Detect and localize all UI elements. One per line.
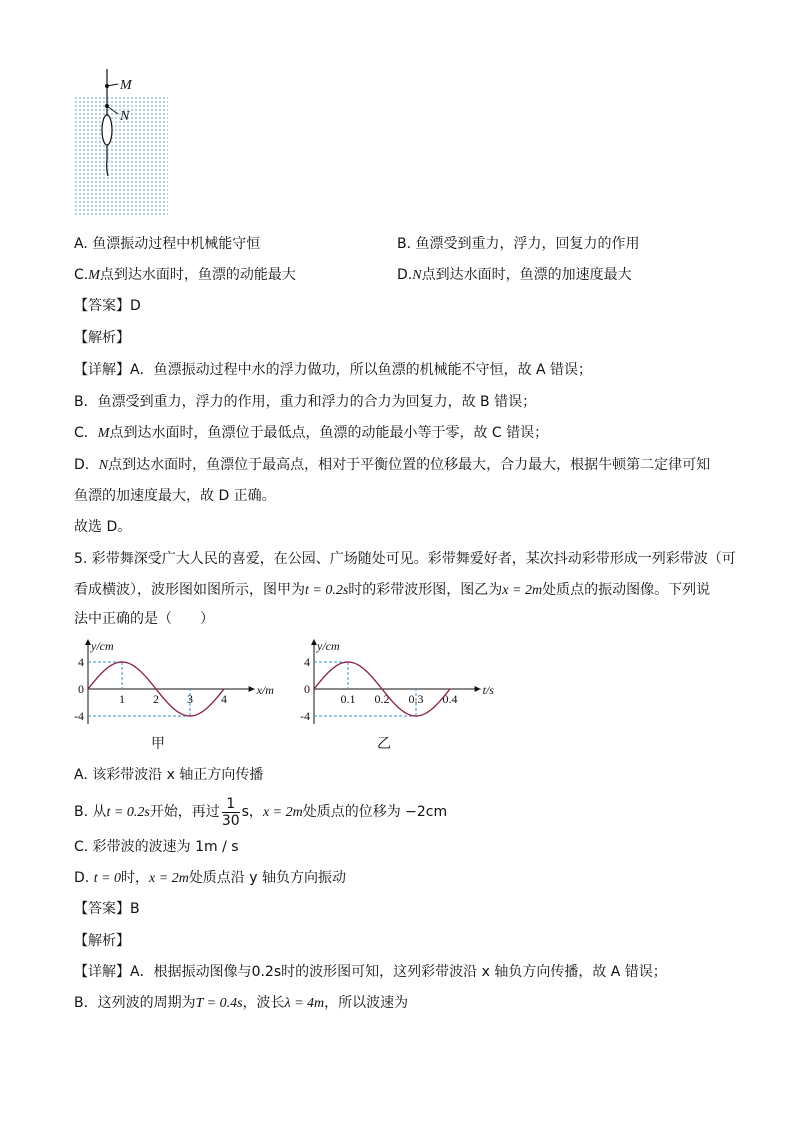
stem2-a: 看成横波），波形图如图所示，图甲为: [74, 582, 305, 598]
answer-q5-value: B: [130, 901, 140, 917]
analysis-q4-line2: B．鱼漂受到重力，浮力的作用，重力和浮力的合力为回复力，故 B 错误；: [74, 394, 537, 410]
l3-text: 点到达水面时，鱼漂位于最低点，鱼漂的动能最小等于零，故 C 错误；: [109, 425, 549, 441]
stem2-b: 时的彩带波形图，图乙为: [348, 582, 503, 598]
q5-stem-line1: 5. 彩带舞深受广大人民的喜爱，在公园、广场随处可见。彩带舞爱好者，某次抖动彩带形成一列彩带波（可: [74, 551, 736, 567]
opt-b-x: x = 2m: [262, 805, 303, 820]
option-d-var: N: [412, 268, 422, 283]
analysis-q4-line3: [74, 424, 548, 443]
option-a: A. 鱼漂振动过程中机械能守恒: [74, 236, 261, 252]
chart2-y-axis-label: y/cm: [317, 639, 340, 653]
q5-l2-l: λ = 4m: [284, 996, 325, 1011]
chart2-x-tick-label: 0.2: [374, 692, 390, 706]
option-c: [74, 266, 296, 285]
analysis-q4-line6: 故选 D。: [74, 519, 132, 535]
chart2-x-axis-label: t/s: [482, 683, 494, 697]
analysis-q4-line4: [74, 456, 710, 475]
chart1-x-tick-label: 1: [119, 692, 125, 706]
stem2-c: 处质点的振动图像。下列说: [542, 582, 711, 598]
analysis-label-q4: 【解析】: [74, 330, 130, 346]
chart1-data-point: [223, 688, 225, 690]
answer-q4: [74, 297, 141, 315]
q5-option-c: C. 彩带波的波速为 1m / s: [74, 839, 239, 855]
q5-stem-line3: 法中正确的是（ ）: [74, 611, 214, 627]
analysis-q5-line2: [74, 994, 408, 1013]
chart1-data-point: [189, 715, 191, 717]
q5-l2-c: ，所以波速为: [324, 995, 409, 1011]
q5-option-d: [74, 869, 346, 888]
chart1-y-axis-label: y/cm: [91, 639, 114, 653]
option-d-prefix: D.: [397, 267, 413, 283]
float-body: [102, 115, 112, 145]
detail-label: 【详解】: [74, 362, 130, 378]
q5-l2-t: T = 0.4s: [195, 996, 243, 1011]
option-d-text: 点到达水面时，鱼漂的加速度最大: [421, 267, 632, 283]
fishing-float-figure: [70, 64, 180, 220]
option-b: B. 鱼漂受到重力，浮力，回复力的作用: [397, 236, 640, 252]
l4-text: 点到达水面时，鱼漂位于最高点，相对于平衡位置的位移最大，合力最大，根据牛顿第二定律可知: [108, 457, 711, 473]
answer-label: 【答案】: [74, 298, 130, 314]
q5-option-b: [74, 792, 447, 832]
q5-detail-text: A．根据振动图像与0.2s时的波形图可知，这列彩带波沿 x 轴负方向传播，故 A 错误；: [130, 964, 667, 980]
opt-b-mid: 开始，再过: [149, 804, 220, 820]
fraction-numerator: 1: [222, 796, 240, 813]
analysis-q5-line1: [74, 963, 667, 981]
option-c-prefix: C.: [74, 267, 89, 283]
chart1-y-tick-label: -4: [74, 709, 84, 723]
fraction-denominator: 30: [221, 812, 240, 829]
answer-value: D: [130, 298, 141, 314]
option-c-text: 点到达水面时，鱼漂的动能最大: [99, 267, 296, 283]
chart2-caption: 乙: [377, 737, 391, 752]
chart2-x-axis-arrow: [475, 686, 481, 692]
l3-prefix: C．: [74, 425, 98, 441]
q5-stem-line2: [74, 581, 710, 600]
opt-b-rest: 处质点的位移为 −2cm: [302, 804, 448, 820]
chart2-x-tick-label: 0.3: [408, 692, 424, 706]
label-n: N: [120, 109, 130, 124]
l4-var: N: [98, 458, 109, 473]
q5-l2-a: B．这列波的周期为: [74, 995, 196, 1011]
chart2-y-tick-label: -4: [300, 709, 310, 723]
chart2-y-tick-label: 0: [304, 682, 310, 696]
opt-d-rest: 处质点沿 y 轴负方向振动: [188, 870, 346, 886]
wave-chart-yi-svg: [300, 636, 520, 756]
chart2-data-point: [313, 688, 315, 690]
chart1-x-axis-arrow: [249, 686, 255, 692]
q5-option-a: A. 该彩带波沿 x 轴正方向传播: [74, 767, 264, 783]
option-c-var: M: [88, 268, 100, 283]
l3-var: M: [97, 426, 110, 441]
chart1-caption: 甲: [151, 737, 165, 752]
chart2-data-point: [415, 715, 417, 717]
chart1-x-tick-label: 2: [153, 692, 159, 706]
analysis-label-q5: 【解析】: [74, 933, 130, 949]
chart1-y-tick-label: 4: [78, 655, 84, 669]
chart1-x-tick-label: 3: [187, 692, 193, 706]
chart2-data-point: [449, 688, 451, 690]
opt-b-prefix: B. 从: [74, 804, 107, 820]
detail-text: A．鱼漂振动过程中水的浮力做功，所以鱼漂的机械能不守恒，故 A 错误；: [130, 362, 593, 378]
chart2-data-point: [381, 688, 383, 690]
chart1-y-tick-label: 0: [78, 682, 84, 696]
chart1-data-point: [87, 688, 89, 690]
opt-d-prefix: D.: [74, 870, 90, 886]
opt-b-fraction: [222, 796, 240, 829]
answer-q5-label: 【答案】: [74, 901, 130, 917]
opt-d-x: x = 2m: [149, 871, 189, 886]
label-m: M: [120, 78, 132, 93]
option-d: [397, 266, 632, 285]
chart1-x-axis-label: x/m: [256, 683, 274, 697]
chart2-data-point: [347, 661, 349, 663]
chart1-data-point: [121, 661, 123, 663]
wave-chart-jia: [74, 636, 294, 756]
opt-b-t: t = 0.2s: [106, 805, 150, 820]
fishing-float-svg: [70, 64, 180, 220]
chart2-y-tick-label: 4: [304, 655, 310, 669]
wave-chart-jia-svg: [74, 636, 294, 756]
answer-q5: [74, 900, 140, 918]
opt-b-unit: s，: [241, 804, 263, 820]
q5-detail-label: 【详解】: [74, 964, 130, 980]
stem2-x: x = 2m: [502, 583, 543, 598]
chart2-x-tick-label: 0.4: [442, 692, 458, 706]
wave-chart-yi: [300, 636, 520, 756]
chart2-x-tick-label: 0.1: [340, 692, 356, 706]
chart1-data-point: [155, 688, 157, 690]
l4-prefix: D．: [74, 457, 99, 473]
chart1-x-tick-label: 4: [221, 692, 227, 706]
analysis-q4-line1: [74, 361, 592, 379]
q5-l2-b: ，波长: [242, 995, 285, 1011]
analysis-q4-line5: 鱼漂的加速度最大，故 D 正确。: [74, 488, 276, 504]
opt-d-t: t = 0: [93, 871, 122, 886]
stem2-t: t = 0.2s: [305, 583, 349, 598]
opt-d-mid: 时，: [121, 870, 150, 886]
